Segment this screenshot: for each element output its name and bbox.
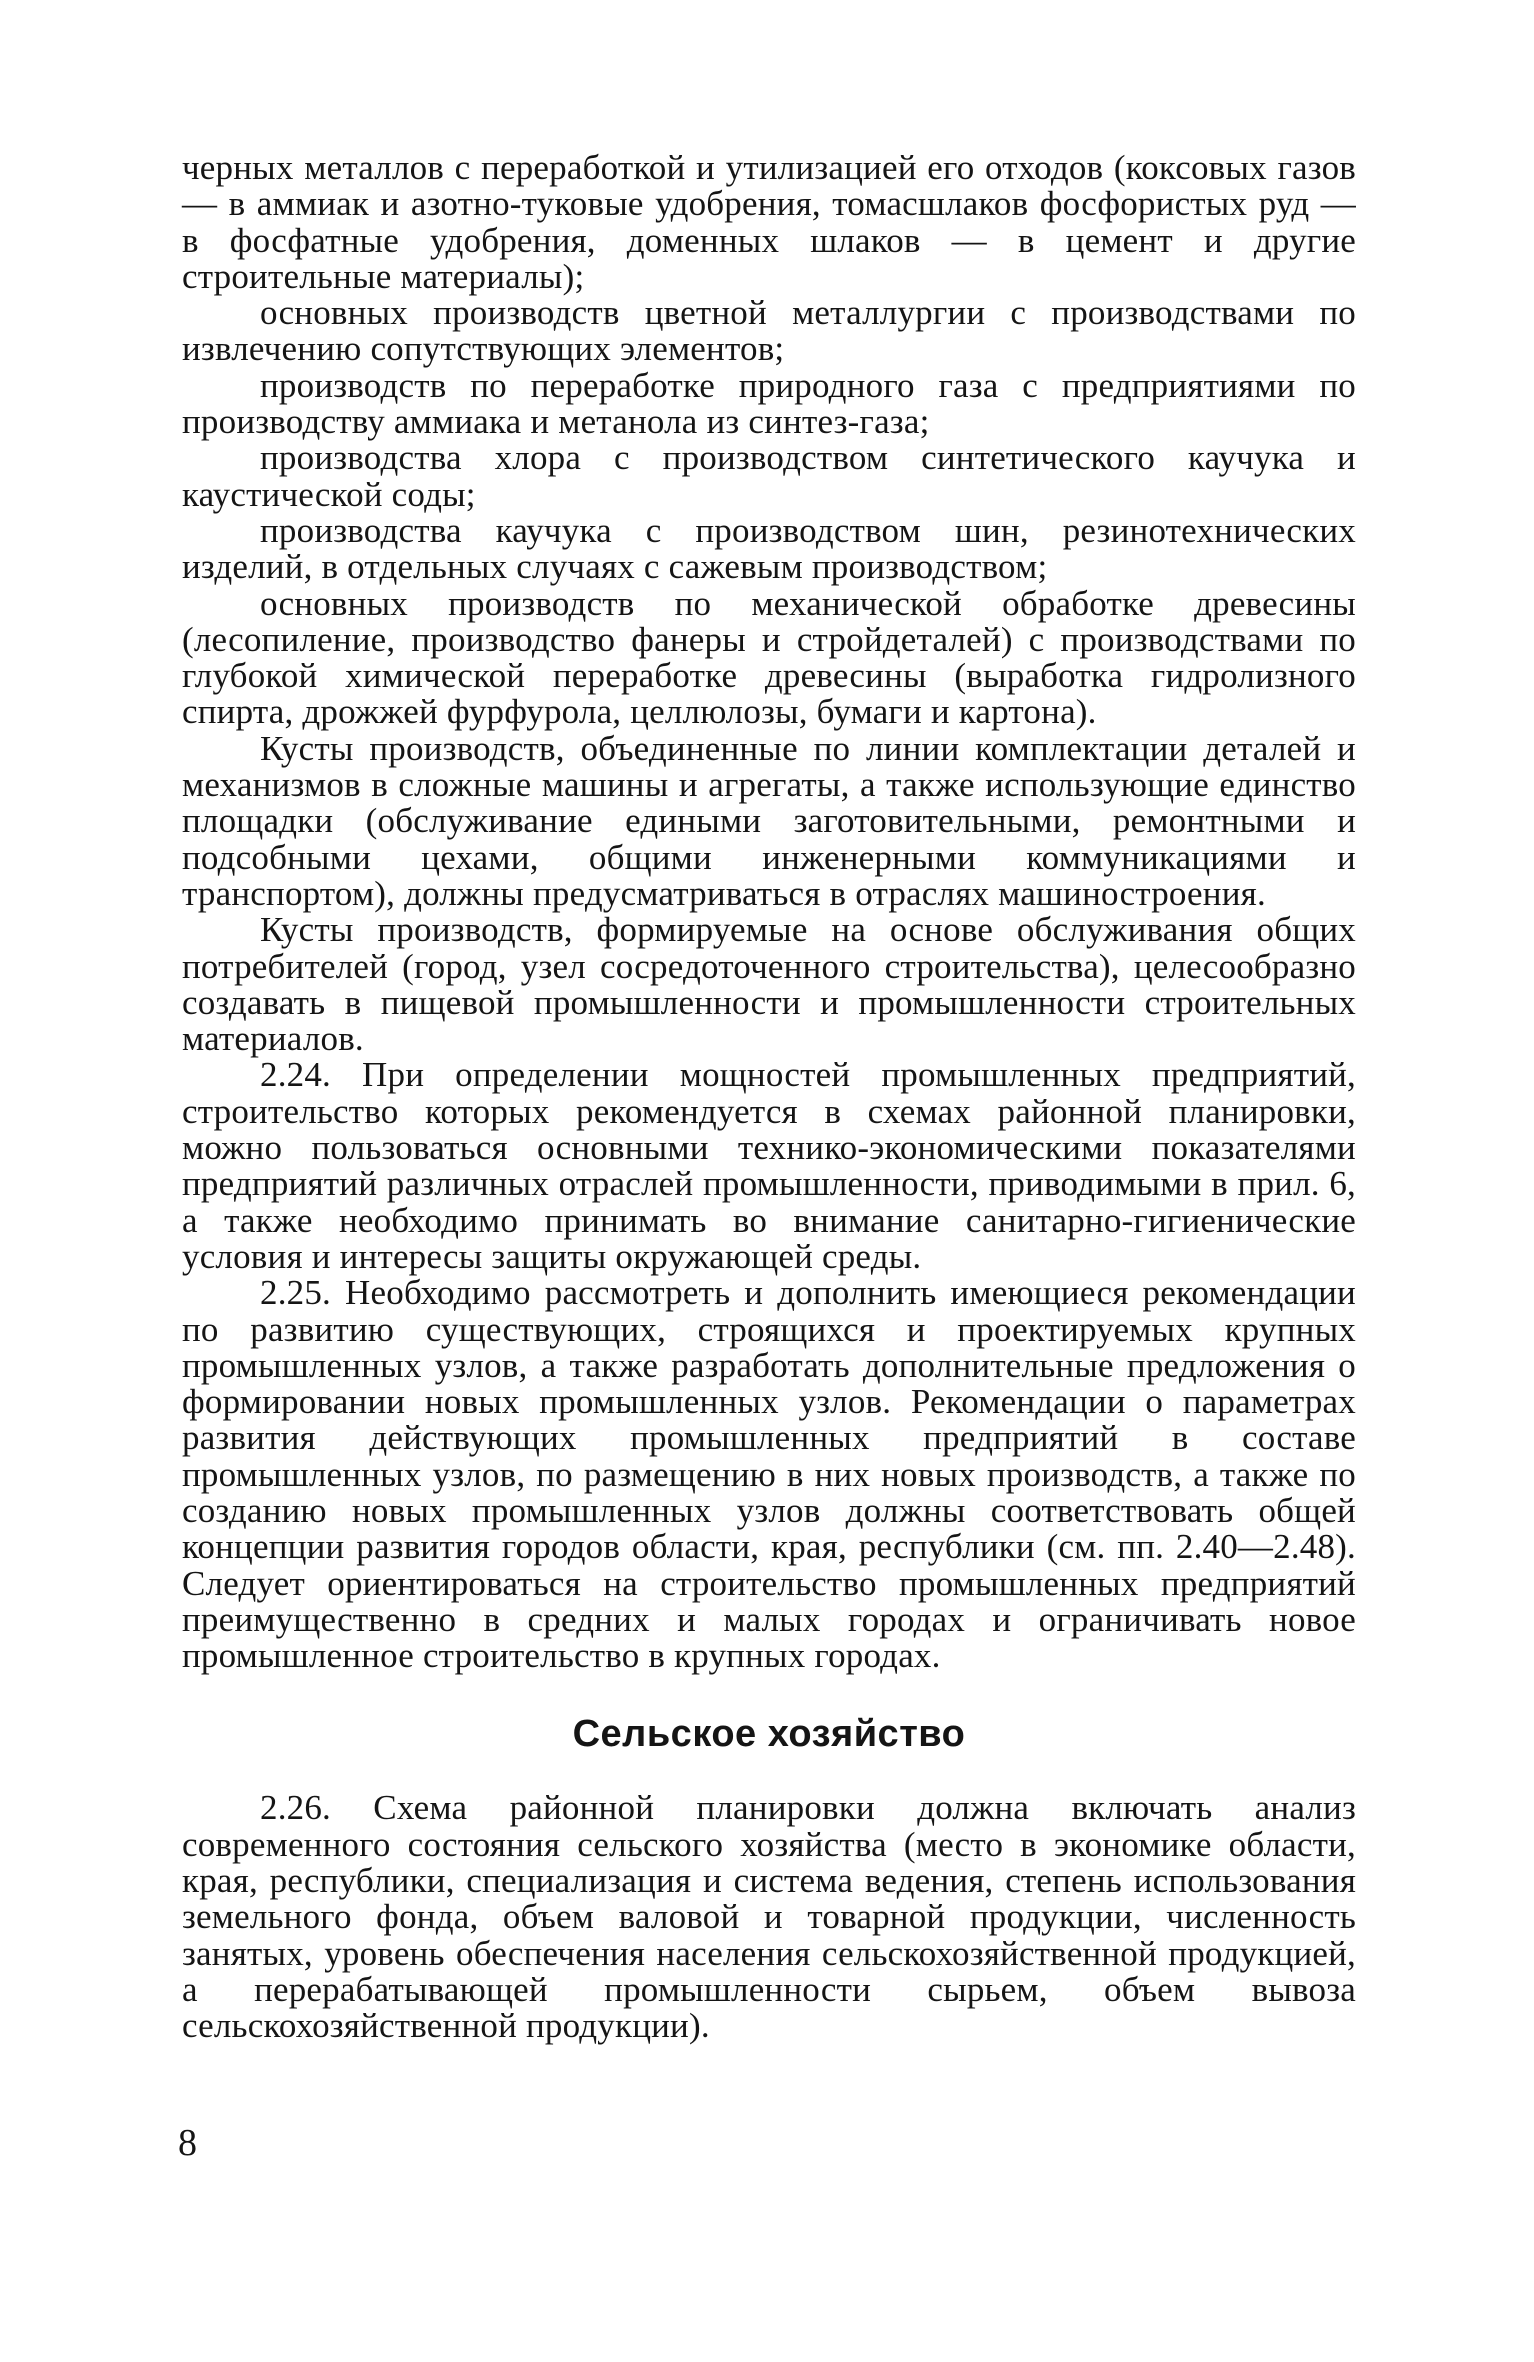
paragraph-2-26: 2.26. Схема районной планировки должна включать анализ современного состояния сельского хозяйства (место в экономике области, края, республики, специализация и система ведения, степень использования земельного фонда, объем валовой и товарной продукции, численность занятых, уровень обеспечения населения сельскохозяйственной продукцией, а перерабатывающей промышленности сырьем, объем вывоза сельскохозяйственной продукции).: [182, 1788, 1356, 2046]
paragraph-ferrous-metals: черных металлов с переработкой и утилизацией его отходов (коксовых газов — в аммиак и азотно-туковые удобрения, томасшлаков фосфористых руд — в фосфатные удобрения, доменных шлаков — в цемент и другие строительные материалы);: [182, 148, 1356, 296]
paragraph-machine-building-clusters: Кусты производств, объединенные по линии комплектации деталей и механизмов в сложные машины и агрегаты, а также использующие единство площадки (обслуживание едиными заготовительными, ремонтными и подсобными цехами, общими инженерными коммуникациями и транспортом), должны предусматриваться в отраслях машиностроения.: [182, 728, 1356, 913]
paragraph-2-24: 2.24. При определении мощностей промышленных предприятий, строительство которых рекомендуется в схемах районной планировки, можно пользоваться основными технико-экономическими показателями предприятий различных отраслей промышленности, приводимыми в прил. 6, а также необходимо принимать во внимание санитарно-гигиенические условия и интересы защиты окружающей среды.: [182, 1055, 1356, 1276]
paragraph-2-25: 2.25. Необходимо рассмотреть и дополнить имеющиеся рекомендации по развитию существующих, строящихся и проектируемых крупных промышленных узлов, а также разработать дополнительные предложения о формировании новых промышленных узлов. Рекомендации о параметрах развития действующих промышленных предприятий в составе промышленных узлов, по размещению в них новых производств, а также по созданию новых промышленных узлов должны соответствовать общей концепции развития городов области, края, республики (см. пп. 2.40—2.48). Следует ориентироваться на строительство промышленных предприятий преимущественно в средних и малых городах и ограничивать новое промышленное строительство в крупных городах.: [182, 1273, 1356, 1676]
paragraph-rubber: производства каучука с производством шин, резинотехнических изделий, в отдельных случаях с сажевым производством;: [182, 510, 1356, 587]
section-heading: Сельское хозяйство: [572, 1713, 966, 1756]
page-body: [182, 150, 1356, 2045]
paragraph-chlorine: производства хлора с производством синтетического каучука и каустической соды;: [182, 438, 1356, 514]
paragraph-wood-processing: основных производств по механической обработке древесины (лесопиление, производство фанеры и стройдеталей) с производствами по глубокой химической переработке древесины (выработка гидролизного спирта, дрожжей фурфурола, целлюлозы, бумаги и картона).: [182, 583, 1356, 732]
paragraph-nonferrous-metallurgy: основных производств цветной металлургии с производствами по извлечению сопутствующих элементов;: [182, 293, 1356, 369]
paragraph-natural-gas: производств по переработке природного газа с предприятиями по производству аммиака и метанола из синтез-газа;: [182, 365, 1356, 442]
paragraph-consumer-clusters: Кусты производств, формируемые на основе обслуживания общих потребителей (город, узел сосредоточенного строительства), целесообразно создавать в пищевой промышленности и промышленности строительных материалов.: [182, 910, 1356, 1059]
page-number: 8: [178, 2122, 197, 2164]
